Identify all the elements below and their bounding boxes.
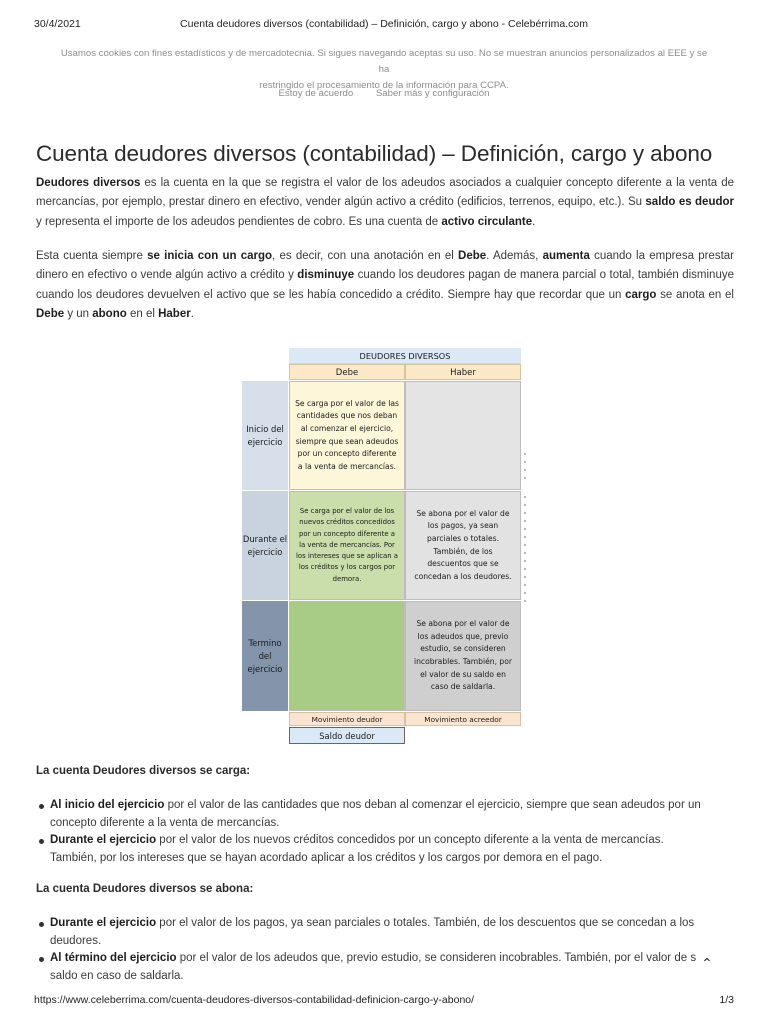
diagram-foot-debe: Movimiento deudor	[289, 712, 405, 726]
text-span: en el	[126, 307, 159, 320]
list-item-text: por el valor de los nuevos créditos concedidos por un concepto diferente a la venta de mercancías. También, por los intereses que se hayan acordado aplicar a los créditos y los cargos por demora en el pago.	[50, 834, 664, 864]
list-item	[36, 915, 702, 950]
text-span: .	[532, 215, 536, 228]
article-title: Cuenta deudores diversos (contabilidad) – Definición, cargo y abono	[36, 141, 713, 166]
list-item-lead: Durante el ejercicio	[50, 834, 157, 846]
cookie-notice-line1: Usamos cookies con fines estadísticos y de mercadotecnia. Si sigues navegando aceptas su uso. No se muestran anuncios personalizados al EEE y se ha	[60, 48, 708, 75]
list-abono	[36, 915, 702, 985]
diagram-saldo: Saldo deudor	[289, 727, 405, 744]
bold-span: abono	[92, 307, 127, 320]
text-span: , es decir, con una anotación en el	[272, 250, 459, 262]
bold-span: Debe	[458, 250, 487, 262]
text-span: cuando la empresa prestar dinero en efectivo o vende algún activo a crédito y	[36, 250, 734, 282]
text-span: y un	[64, 307, 93, 320]
list-item-lead: Al inicio del ejercicio	[50, 799, 165, 811]
section-heading-carga: La cuenta Deudores diversos se carga:	[36, 765, 251, 777]
print-date: 30/4/2021	[34, 18, 81, 30]
diagram-title: DEUDORES DIVERSOS	[289, 348, 521, 364]
list-item-lead: Al término del ejercicio	[50, 952, 177, 964]
diagram-cell-durante-debe	[289, 491, 405, 600]
diagram-cell-termino-haber	[405, 601, 521, 711]
term-deudores-diversos: Deudores diversos	[36, 177, 141, 189]
list-item	[36, 832, 702, 867]
bold-span: disminuye	[297, 269, 355, 282]
cookie-notice-line2: restringido el procesamiento de la información para CCPA.	[259, 80, 509, 91]
bold-span: cargo	[625, 288, 657, 301]
bold-span: Haber	[158, 307, 191, 320]
bold-span: se inicia con un cargo	[147, 250, 273, 262]
diagram-row-durante	[242, 491, 288, 600]
diagram-foot-haber: Movimiento acreedor	[405, 712, 521, 726]
print-url: https://www.celeberrima.com/cuenta-deudores-diversos-contabilidad-definicion-cargo-y-abono/	[34, 994, 475, 1006]
text-span: . Además,	[486, 250, 543, 262]
cell-text: Se abona por el valor de los pagos, ya sean parciales o totales. También, de los descuentos que se concedan a los deudores.	[414, 508, 512, 581]
text-span: Esta cuenta siempre	[36, 250, 148, 262]
cell-text: Se abona por el valor de los adeudos que, previo estudio, se consideren incobrables. También, por el valor de su saldo en caso de saldarla.	[414, 619, 512, 692]
print-header	[34, 18, 734, 32]
diagram-side-watermark	[524, 453, 526, 481]
cookie-settings-link[interactable]: Saber más y configuración	[375, 88, 490, 99]
text-span: cuando los deudores pagan de manera parcial o total, también disminuye cuando los deudores devuelven el activo que se les había concedido a crédito. Siempre hay que recordar que un	[36, 269, 734, 301]
row-label: Inicio del ejercicio	[246, 423, 284, 447]
print-page-title: Cuenta deudores diversos (contabilidad) – Definición, cargo y abono - Celebérrima.com	[180, 18, 588, 30]
list-item	[36, 797, 702, 832]
list-carga	[36, 797, 702, 867]
list-item-text: por el valor de los adeudos que, previo estudio, se consideren incobrables. También, por el valor de s saldo en caso de saldarla.	[50, 952, 697, 982]
list-item-text: por el valor de las cantidades que nos deban al comenzar el ejercicio, siempre que sean adeudos por un concepto diferente a la venta de mercancías.	[50, 799, 701, 829]
term-saldo-deudor: saldo es deudor	[645, 196, 734, 209]
text-span: y representa el importe de los adeudos pendientes de cobro. Es una cuenta de	[36, 215, 442, 228]
cookie-actions	[0, 88, 768, 99]
cookie-notice	[60, 46, 708, 94]
explanation-paragraph	[36, 247, 734, 324]
bold-span: aumenta	[542, 250, 590, 262]
diagram-row-inicio	[242, 381, 288, 490]
diagram-cell-inicio-haber	[405, 381, 521, 490]
cell-text: Se carga por el valor de los nuevos créditos concedidos por un concepto diferente a la venta de mercancías. Por los intereses que se aplican a los créditos y los cargos por demora.	[295, 507, 399, 583]
cell-text: Se carga por el valor de las cantidades que nos deban al comenzar el ejercicio, siempre que sean adeudos por un concepto diferente a la venta de mercancías.	[295, 398, 399, 471]
diagram-cell-termino-debe	[289, 601, 405, 711]
bold-span: Debe	[36, 307, 65, 320]
intro-paragraph	[36, 174, 734, 232]
list-item	[36, 950, 702, 985]
diagram-cell-inicio-debe	[289, 381, 405, 490]
diagram-side-watermark	[524, 496, 526, 606]
text-span: se anota en el	[656, 288, 734, 301]
diagram-col-debe: Debe	[289, 364, 405, 380]
diagram-cell-durante-haber	[405, 491, 521, 600]
double-chevron-up-icon[interactable]: ⌃	[701, 956, 713, 972]
section-heading-abono: La cuenta Deudores diversos se abona:	[36, 883, 254, 895]
row-label: Durante el ejercicio	[242, 533, 288, 557]
cookie-accept-button[interactable]: Estoy de acuerdo	[278, 88, 354, 99]
list-item-text: por el valor de los pagos, ya sean parciales o totales. También, de los descuentos que se concedan a los deudores.	[50, 917, 695, 947]
print-footer	[34, 994, 734, 1008]
print-page-number: 1/3	[719, 994, 734, 1006]
diagram-row-termino	[242, 601, 288, 711]
list-item-lead: Durante el ejercicio	[50, 917, 157, 929]
term-activo-circulante: activo circulante	[441, 215, 533, 228]
text-span: .	[190, 307, 194, 320]
deudores-diversos-diagram	[242, 348, 532, 748]
row-label: Termino del ejercicio	[247, 637, 283, 674]
diagram-col-haber: Haber	[405, 364, 521, 380]
text-span: es la cuenta en la que se registra el valor de los adeudos asociados a cualquier concepto diferente a la venta de mercancías, por ejemplo, prestar dinero en efectivo, vender algún activo a crédito (edificios, terrenos, equipo, etc.). Su	[36, 177, 734, 209]
